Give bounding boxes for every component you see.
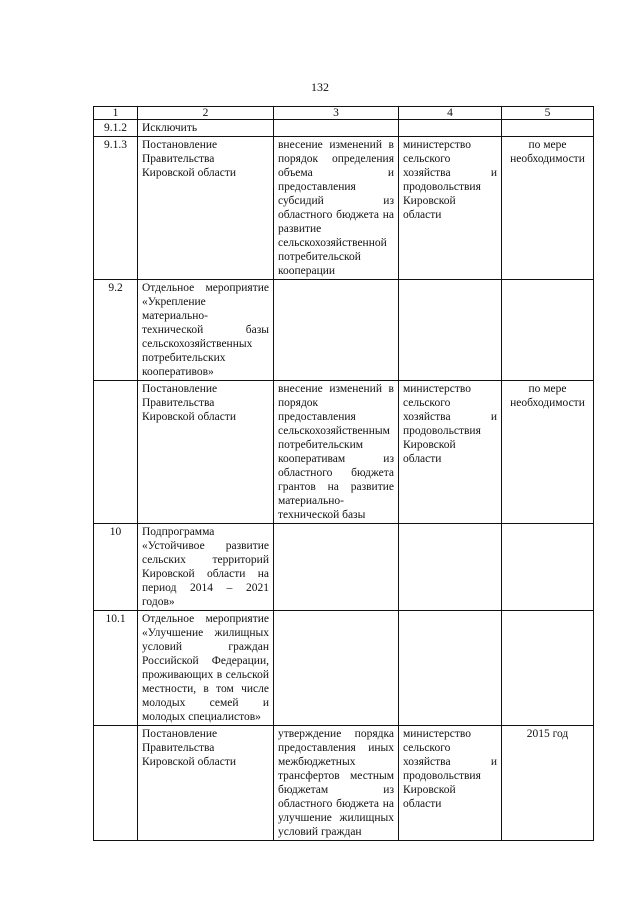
responsible-cell: [399, 120, 502, 137]
content-cell: внесение изменений в порядок предоставления сельскохозяйственным потребительским кооперативам из областного бюджета грантов на развитие материально-технической базы: [274, 381, 399, 524]
header-col-2: 2: [138, 107, 274, 120]
table-row: [94, 726, 594, 841]
content-cell: [274, 120, 399, 137]
responsible-cell: министерство сельского хозяйства и продовольствия Кировской области: [399, 137, 502, 280]
table-row: [94, 120, 594, 137]
content-cell: [274, 524, 399, 611]
document-cell: Постановление Правительства Кировской области: [138, 137, 274, 280]
measures-table: [93, 106, 594, 841]
deadline-cell: 2015 год: [502, 726, 594, 841]
deadline-cell: [502, 611, 594, 726]
header-row: [94, 107, 594, 120]
row-number: 9.1.2: [94, 120, 138, 137]
table-row: [94, 280, 594, 381]
deadline-cell: [502, 524, 594, 611]
header-col-3: 3: [274, 107, 399, 120]
row-number: 9.2: [94, 280, 138, 381]
document-cell: Подпрограмма «Устойчивое развитие сельских территорий Кировской области на период 2014 – 2021 годов»: [138, 524, 274, 611]
responsible-cell: [399, 611, 502, 726]
header-col-1: 1: [94, 107, 138, 120]
responsible-cell: министерство сельского хозяйства и продовольствия Кировской области: [399, 726, 502, 841]
table-row: [94, 137, 594, 280]
document-cell: Отдельное мероприятие «Улучшение жилищных условий граждан Российской Федерации, проживающих в сельской местности, в том числе молодых семей и молодых специалистов»: [138, 611, 274, 726]
deadline-cell: по мере необходимости: [502, 381, 594, 524]
row-number: [94, 726, 138, 841]
row-number: 9.1.3: [94, 137, 138, 280]
document-cell: Постановление Правительства Кировской области: [138, 381, 274, 524]
content-cell: [274, 611, 399, 726]
responsible-cell: [399, 280, 502, 381]
content-cell: внесение изменений в порядок определения объема и предоставления субсидий из областного бюджета на развитие сельскохозяйственной потребительской кооперации: [274, 137, 399, 280]
document-cell: Постановление Правительства Кировской области: [138, 726, 274, 841]
table-row: [94, 524, 594, 611]
document-cell: Отдельное мероприятие «Укрепление материально-технической базы сельскохозяйственных потребительских кооперативов»: [138, 280, 274, 381]
row-number: 10: [94, 524, 138, 611]
deadline-cell: [502, 120, 594, 137]
page-number: 132: [311, 80, 329, 94]
header-col-4: 4: [399, 107, 502, 120]
responsible-cell: министерство сельского хозяйства и продовольствия Кировской области: [399, 381, 502, 524]
responsible-cell: [399, 524, 502, 611]
table-row: [94, 381, 594, 524]
deadline-cell: по мере необходимости: [502, 137, 594, 280]
content-cell: утверждение порядка предоставления иных межбюджетных трансфертов местным бюджетам из областного бюджета на улучшение жилищных условий граждан: [274, 726, 399, 841]
row-number: [94, 381, 138, 524]
document-cell: Исключить: [138, 120, 274, 137]
header-col-5: 5: [502, 107, 594, 120]
content-cell: [274, 280, 399, 381]
table-row: [94, 611, 594, 726]
deadline-cell: [502, 280, 594, 381]
row-number: 10.1: [94, 611, 138, 726]
